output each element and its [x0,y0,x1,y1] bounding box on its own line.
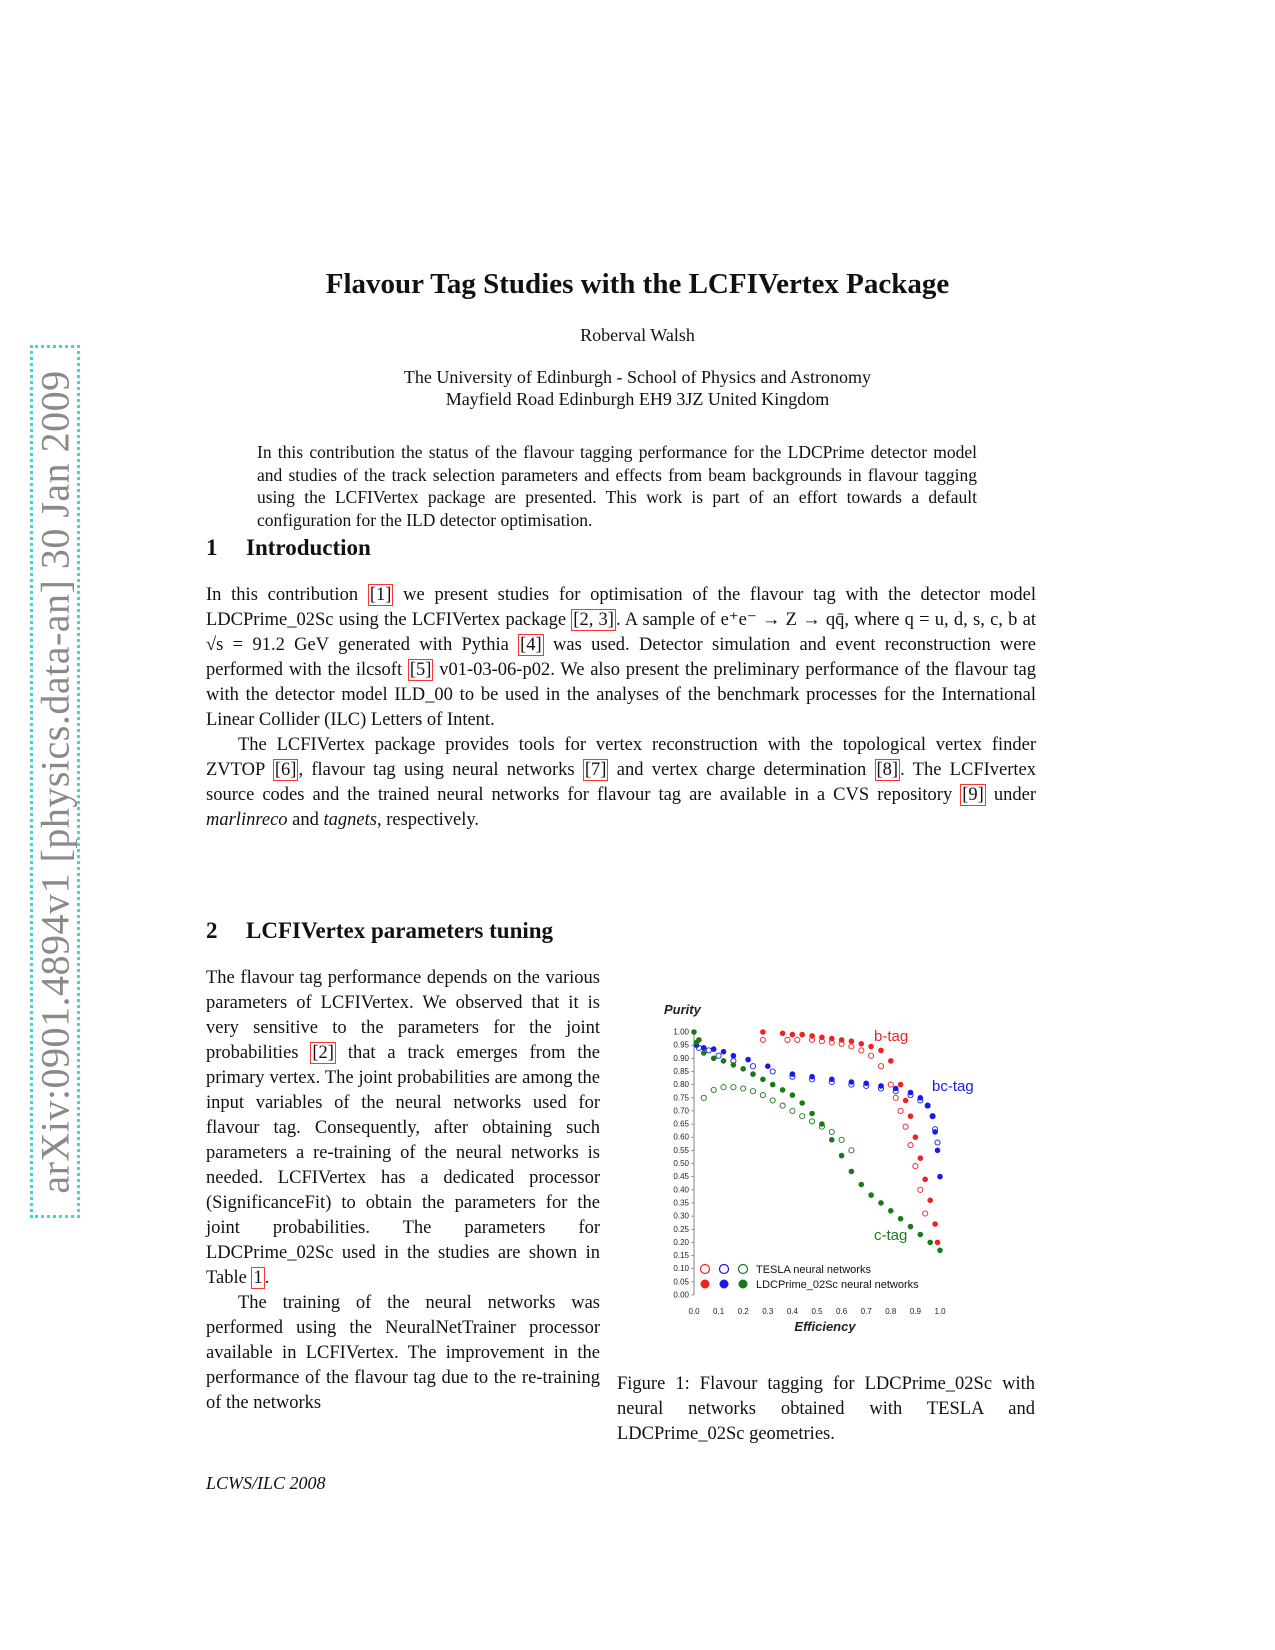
data-point [795,1037,800,1042]
series-c-tag-open [701,1085,854,1153]
data-point [918,1155,924,1161]
data-point [740,1066,746,1072]
data-point [849,1079,855,1085]
data-point [750,1071,756,1077]
y-tick-label: 0.95 [673,1040,689,1050]
data-point [903,1124,908,1129]
x-tick-label: 0.4 [786,1307,798,1316]
data-point [790,1108,795,1113]
data-point [878,1048,884,1054]
y-tick-label: 0.50 [673,1159,689,1168]
data-point [918,1232,924,1238]
data-point [829,1077,835,1083]
data-point [935,1140,940,1145]
y-tick-label: 0.70 [673,1106,689,1116]
data-point [839,1153,845,1159]
data-point [711,1056,717,1062]
x-tick-label: 0.6 [836,1307,848,1316]
y-axis-label: Purity [664,1002,701,1017]
x-tick-label: 0.5 [811,1307,823,1316]
legend-marker [720,1265,729,1274]
data-point [760,1037,765,1042]
b-tag-annotation: b-tag [874,1028,909,1045]
data-point [868,1192,874,1198]
parameters-body [206,966,600,1416]
data-point [701,1050,707,1056]
x-tick-label: 0.1 [713,1307,725,1316]
series-b-tag-filled [760,1029,940,1245]
data-point [869,1053,874,1058]
data-point [893,1086,899,1092]
data-point [923,1211,928,1216]
data-point [859,1182,865,1188]
data-point [750,1089,755,1094]
data-point [829,1129,834,1134]
y-tick-label: 0.60 [673,1132,689,1142]
data-point [711,1046,717,1052]
citation-link[interactable]: [7] [584,760,607,780]
y-tick-label: 0.15 [673,1251,689,1261]
section-title: LCFIVertex parameters tuning [246,918,554,943]
data-point [839,1137,844,1142]
data-point [925,1103,931,1109]
series-bc-tag-open [696,1045,940,1145]
x-tick-label: 0.9 [909,1307,921,1316]
data-point [849,1169,855,1175]
arxiv-side-stamp [30,345,80,1218]
data-point [731,1053,737,1059]
data-point [829,1137,835,1143]
chart-legend [701,1264,920,1291]
citation-link[interactable]: [4] [520,635,542,655]
data-point [810,1119,815,1124]
citation-link[interactable]: [9] [962,785,984,805]
data-point [800,1114,805,1119]
citation-link[interactable]: [8] [876,760,899,780]
data-point [809,1074,815,1080]
data-point [731,1062,737,1068]
section-heading-parameters [206,918,553,944]
data-point [878,1064,883,1069]
page-footer: LCWS/ILC 2008 [206,1473,326,1493]
citation-link[interactable]: [2] [312,1043,334,1063]
data-point [780,1103,785,1108]
data-point [849,1044,854,1049]
data-point [908,1113,914,1119]
data-point [922,1177,928,1183]
data-point [760,1029,766,1035]
x-tick-label: 1.0 [934,1307,946,1316]
citation-link[interactable]: [1] [369,585,392,605]
data-point [770,1082,776,1088]
y-tick-label: 0.00 [673,1290,689,1300]
data-point [799,1032,805,1038]
data-point [790,1032,796,1038]
data-point [770,1098,775,1103]
data-point [878,1083,884,1089]
data-point [908,1143,913,1148]
x-axis-label: Efficiency [794,1319,856,1333]
paragraph: The training of the neural networks was performed using the NeuralNetTrainer processor available in LCFIVertex. The improvement in the performance of the flavour tag due to the re-training of the networks [206,1293,600,1413]
affiliation [0,366,1275,410]
introduction-body [206,583,1036,833]
legend-marker [701,1280,710,1289]
data-point [809,1111,815,1117]
data-point [932,1129,938,1135]
y-tick-label: 0.80 [673,1080,689,1090]
y-tick-label: 0.20 [673,1237,689,1247]
x-tick-label: 0.2 [737,1307,749,1316]
figure-caption: Figure 1: Flavour tagging for LDCPrime_02Sc with neural networks obtained with TESLA and LDCPrime_02Sc geometries. [617,1374,1035,1444]
section-number: 2 [206,918,218,943]
data-point [839,1037,845,1043]
affiliation-line: Mayfield Road Edinburgh EH9 3JZ United Kingdom [445,389,830,409]
data-point [691,1029,697,1035]
legend-marker [701,1265,710,1274]
data-point [898,1108,903,1113]
data-point [932,1221,938,1227]
data-point [913,1164,918,1169]
legend-marker [720,1280,729,1289]
data-point [716,1053,721,1058]
paper-title: Flavour Tag Studies with the LCFIVertex Package [325,268,950,300]
y-tick-label: 0.85 [673,1066,689,1076]
author-name: Roberval Walsh [580,325,695,345]
data-point [721,1049,727,1055]
data-point [859,1041,865,1047]
data-point [930,1113,936,1119]
data-point [819,1121,825,1127]
y-tick-label: 0.55 [673,1145,689,1155]
legend-label: TESLA neural networks [756,1264,871,1276]
data-point [935,1148,941,1154]
x-tick-label: 0.8 [885,1307,897,1316]
data-point [927,1198,933,1204]
paragraph: The LCFIVertex package provides tools for vertex reconstruction with the topological vertex finder ZVTOP [6] , flavour tag using neural networks [7] and vertex charge determination [8] . The LCFIvertex source codes and the trained neural networks for flavour tag are available in a CVS repository [9] under marlinreco and tagnets, respectively. [206,735,1037,830]
data-point [878,1200,884,1206]
data-point [893,1095,898,1100]
y-tick-label: 0.40 [673,1185,689,1195]
bc-tag-annotation: bc-tag [932,1078,974,1095]
y-tick-label: 0.65 [673,1119,689,1129]
data-point [701,1095,706,1100]
data-point [927,1240,933,1246]
y-tick-label: 0.05 [673,1277,689,1287]
data-point [760,1093,765,1098]
x-tick-label: 0.3 [762,1307,774,1316]
citation-link[interactable]: [6] [274,760,297,780]
legend-marker [739,1265,748,1274]
c-tag-annotation: c-tag [874,1227,908,1244]
data-point [765,1063,771,1069]
data-point [918,1095,924,1101]
data-point [780,1087,786,1093]
data-point [701,1045,707,1051]
affiliation-line: The University of Edinburgh - School of Physics and Astronomy [403,367,872,387]
data-point [829,1036,835,1042]
data-point [785,1037,790,1042]
data-point [721,1085,726,1090]
data-point [790,1071,796,1077]
flavour-tag-chart [650,998,990,1333]
section-number: 1 [206,535,218,560]
paragraph: The flavour tag performance depends on the various parameters of LCFIVertex. We observed that it is very sensitive to the parameters for the joint probabilities [2] that a track emerges from the primary vertex. The joint probabilities are among the input variables of the neural networks used for flavour tag. Consequently, after obtaining such parameters a re-training of the neural networks is needed. LCFIVertex has a dedicated processor (SignificanceFit) to obtain the parameters for the joint probabilities. The parameters for LDCPrime_02Sc used in the studies are shown in Table 1 . [206,968,600,1288]
data-point [913,1134,919,1140]
y-tick-label: 0.90 [673,1053,689,1063]
data-point [741,1086,746,1091]
data-point [809,1033,815,1039]
data-point [760,1077,766,1083]
x-tick-label: 0.7 [860,1307,872,1316]
data-point [770,1069,775,1074]
data-point [937,1248,943,1254]
data-point [898,1216,904,1222]
data-point [908,1224,914,1230]
y-tick-label: 1.00 [673,1027,689,1037]
y-tick-label: 0.35 [673,1198,689,1208]
data-point [721,1058,727,1064]
abstract: In this contribution the status of the flavour tagging performance for the LDCPrime detector model and studies of the track selection parameters and effects from beam backgrounds in flavour tagging using the LCFIVertex package are presented. This work is part of an effort towards a default configuration for the ILD detector optimisation. [257,442,977,530]
table-link[interactable]: 1 [253,1268,263,1288]
data-point [888,1208,894,1214]
data-point [849,1038,855,1044]
y-tick-label: 0.75 [673,1093,689,1103]
citation-link[interactable]: [2, 3] [573,610,614,630]
series-c-tag-filled [691,1029,943,1253]
chart-marks [691,1029,943,1253]
data-point [696,1037,702,1043]
y-tick-label: 0.10 [673,1264,689,1274]
x-tick-label: 0.0 [688,1307,700,1316]
data-point [819,1035,825,1041]
legend-label: LDCPrime_02Sc neural networks [756,1279,919,1291]
y-tick-label: 0.45 [673,1172,689,1182]
series-bc-tag-filled [694,1042,943,1179]
data-point [711,1087,716,1092]
data-point [888,1082,893,1087]
section-heading-introduction [206,535,371,561]
data-point [731,1085,736,1090]
paragraph: In this contribution [1] we present studies for optimisation of the flavour tag with the detector model LDCPrime_02Sc using the LCFIVertex package [2, 3] . A sample of e⁺e⁻ → Z → qq̄, where q = u, d, s, c, b at √s = 91.2 GeV generated with Pythia [4] was used. Detector simulation and event reconstruction were performed with the ilcsoft [5] v01-03-06-p02. We also present the preliminary performance of the flavour tag with the detector model ILD_00 to be used in the analyses of the benchmark processes for the International Linear Collider (ILC) Letters of Intent. [206,585,1037,730]
data-point [918,1187,923,1192]
data-point [935,1240,941,1246]
arxiv-identifier[interactable]: arXiv:0901.4894v1 [physics.data-an] 30 Jan 2009 [32,369,78,1194]
data-point [799,1100,805,1106]
data-point [790,1092,796,1098]
data-point [859,1048,864,1053]
y-tick-label: 0.30 [673,1211,689,1221]
data-point [903,1098,909,1104]
series-b-tag-open [760,1037,928,1216]
legend-marker [739,1280,748,1289]
data-point [745,1057,751,1063]
data-point [780,1031,786,1037]
data-point [750,1064,755,1069]
data-point [863,1081,869,1087]
citation-link[interactable]: [5] [409,660,432,680]
section-title: Introduction [246,535,371,560]
data-point [898,1082,904,1088]
data-point [908,1090,914,1096]
data-point [888,1058,894,1064]
data-point [706,1048,711,1053]
y-tick-label: 0.25 [673,1224,689,1234]
data-point [937,1174,943,1180]
data-point [849,1148,854,1153]
